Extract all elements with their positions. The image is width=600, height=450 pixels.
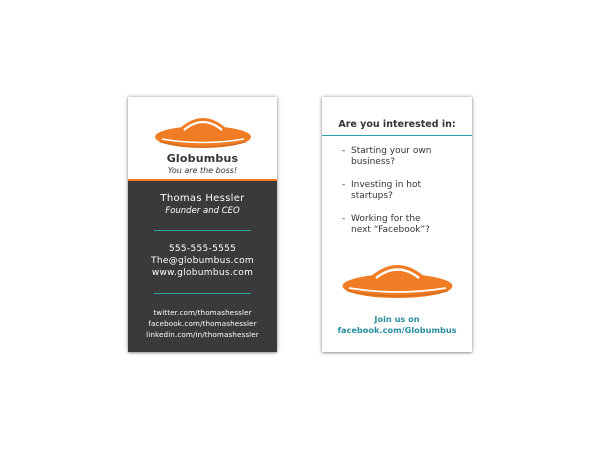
social-link-linkedin: linkedin.com/in/thomashessler [146, 330, 259, 339]
brand-tagline: You are the boss! [167, 166, 238, 175]
front-header [128, 97, 277, 179]
flying-saucer-logo-icon [154, 108, 252, 152]
front-contact-panel [128, 181, 277, 352]
person-name: Thomas Hessler [160, 193, 245, 204]
back-heading: Are you interested in: [338, 119, 456, 130]
flying-saucer-logo-icon [341, 255, 454, 301]
list-item-line: next “Facebook”? [351, 225, 430, 235]
teal-divider [322, 135, 472, 136]
business-card-back [322, 97, 472, 352]
phone-number: 555-555-5555 [168, 244, 237, 254]
person-title: Founder and CEO [165, 206, 240, 216]
bullet-dash: - [342, 146, 346, 156]
teal-divider [154, 230, 251, 231]
list-item [342, 146, 467, 168]
join-text: Join us on [374, 314, 420, 324]
list-item-line: Working for the [351, 214, 421, 224]
website-url: www.globumbus.com [151, 268, 254, 278]
list-item-line: Investing in hot [351, 180, 422, 190]
list-item [342, 180, 467, 202]
social-link-twitter: twitter.com/thomashessler [153, 308, 252, 317]
business-card-front [128, 97, 277, 352]
bullet-dash: - [342, 180, 346, 190]
list-item [342, 214, 467, 236]
brand-name: Globumbus [166, 152, 239, 165]
list-item-line: startups? [351, 191, 393, 201]
teal-divider [154, 293, 251, 294]
list-item-line: business? [351, 157, 396, 167]
facebook-page-link: facebook.com/Globumbus [337, 325, 457, 335]
bullet-dash: - [342, 214, 346, 224]
list-item-line: Starting your own [351, 146, 432, 156]
email-address: The@globumbus.com [151, 256, 254, 266]
social-link-facebook: facebook.com/thomashessler [148, 319, 257, 328]
